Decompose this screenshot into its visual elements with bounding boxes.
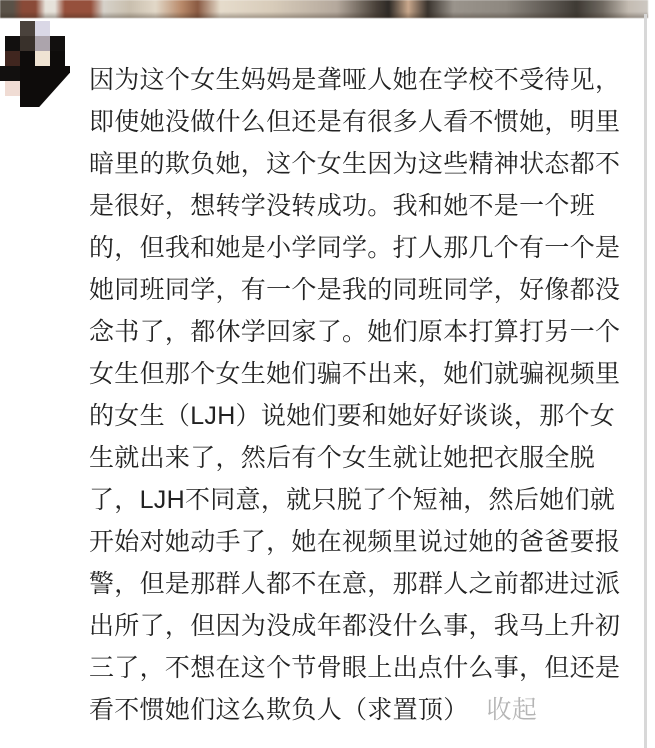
comment-last-line <box>89 689 647 731</box>
avatar-mosaic-cell <box>35 96 49 107</box>
comment-line: 三了，不想在这个节骨眼上出点什么事，但还是 <box>89 654 621 682</box>
comment-line: 开始对她动手了，她在视频里说过她的爸爸要报 <box>89 528 621 556</box>
comment-line: 她同班同学，有一个是我的同班同学，好像都没 <box>89 276 621 304</box>
comment-body <box>89 59 647 731</box>
avatar-mosaic-cell <box>35 36 50 51</box>
avatar-mosaic-cell <box>20 96 35 107</box>
avatar-mosaic-cell <box>0 66 20 81</box>
avatar[interactable] <box>0 21 70 107</box>
comment-line: 生就出来了，然后有个女生就让她把衣服全脱 <box>89 444 596 472</box>
video-frame-strip <box>0 0 648 18</box>
comment-lines <box>89 59 647 689</box>
avatar-mosaic-cell <box>50 51 65 66</box>
avatar-mosaic-cell <box>35 51 50 66</box>
avatar-mosaic-cell <box>5 51 20 66</box>
avatar-mosaic-cell <box>20 51 35 66</box>
comment-line: 即使她没做什么但还是有很多人看不惯她，明里 <box>89 108 621 136</box>
comment-line: 女生但那个女生她们骗不出来，她们就骗视频里 <box>89 360 621 388</box>
comment-line: 看不惯她们这么欺负人（求置顶） <box>89 696 469 724</box>
avatar-mosaic-cell <box>20 66 35 81</box>
comment-line: 念书了，都休学回家了。她们原本打算打另一个 <box>89 318 621 346</box>
avatar-mosaic-cell <box>20 21 35 36</box>
avatar-mosaic-cell <box>35 81 50 96</box>
avatar-mosaic-cell <box>50 81 66 96</box>
avatar-mosaic-cell <box>35 66 50 81</box>
comment-line: 出所了，但因为没成年都没什么事，我马上升初 <box>89 612 621 640</box>
comment-line: 是很好，想转学没转成功。我和她不是一个班 <box>89 192 596 220</box>
avatar-mosaic-cell <box>5 36 20 51</box>
comment-line: 暗里的欺负她，这个女生因为这些精神状态都不 <box>89 150 621 178</box>
avatar-mosaic-cell <box>50 66 70 81</box>
comment-line: 的，但我和她是小学同学。打人那几个有一个是 <box>89 234 621 262</box>
avatar-mosaic-cell <box>5 81 20 96</box>
avatar-mosaic-cell <box>20 81 35 96</box>
comment-line: 因为这个女生妈妈是聋哑人她在学校不受待见， <box>89 66 621 94</box>
collapse-button[interactable]: 收起 <box>486 696 538 724</box>
avatar-mosaic-cell <box>50 36 65 51</box>
comment-line: 的女生（LJH）说她们要和她好好谈谈，那个女 <box>89 402 616 430</box>
comment-line: 警，但是那群人都不在意，那群人之前都进过派 <box>89 570 621 598</box>
avatar-mosaic-cell <box>20 36 35 51</box>
avatar-mosaic-cell <box>35 21 50 36</box>
comment-line: 了，LJH不同意，就只脱了个短袖，然后她们就 <box>89 486 616 514</box>
